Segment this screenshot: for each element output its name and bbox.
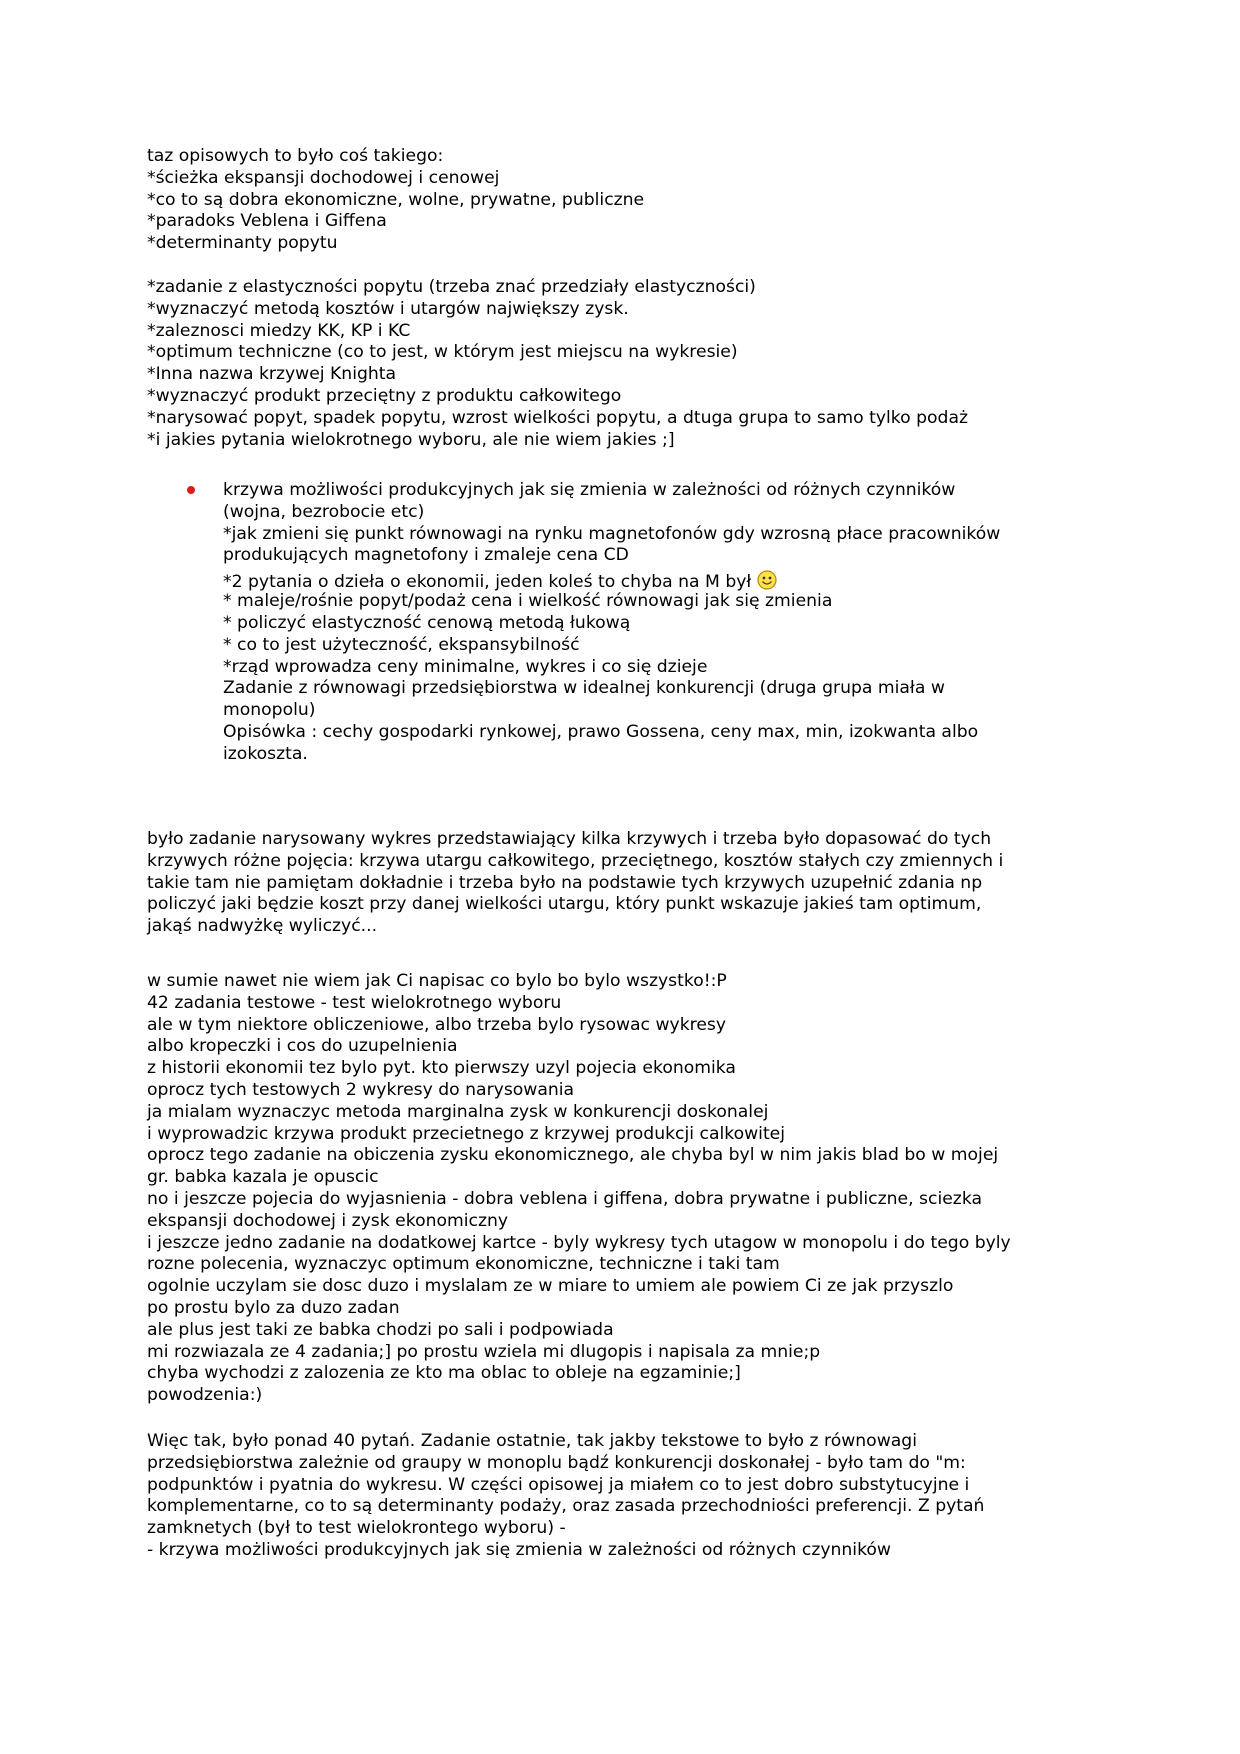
text-line: ogolnie uczylam sie dosc duzo i myslalam ze w miare to umiem ale powiem Ci ze jak przyszlo: [147, 1276, 954, 1297]
bullet-lines-part-a: [223, 480, 1103, 567]
text-line: krzywych różne pojęcia: krzywa utargu całkowitego, przeciętnego, kosztów stałych czy zmiennych i: [147, 850, 1004, 871]
text-line: *jak zmieni się punkt równowagi na rynku magnetofonów gdy wzrosną płace pracowników: [223, 523, 1001, 544]
text-line-with-smiley: [223, 567, 1103, 591]
text-line: *wyznaczyć metodą kosztów i utargów największy zysk.: [147, 298, 629, 319]
text-line: w sumie nawet nie wiem jak Ci napisac co bylo bo bylo wszystko!:P: [147, 971, 727, 991]
text-line: policzyć jaki będzie koszt przy danej wielkości utargu, który punkt wskazuje jakieś tam optimum,: [147, 894, 982, 915]
text-line: takie tam nie pamiętam dokładnie i trzeba było na podstawie tych krzywych uzupełnić zdania np: [147, 872, 983, 893]
section-chart-task: [147, 829, 1107, 938]
text-line: *rząd wprowadza ceny minimalne, wykres i co się dzieje: [223, 656, 708, 677]
text-line: i jeszcze jedno zadanie na dodatkowej kartce - byly wykresy tych utagow w monopolu i do tego byly: [147, 1232, 1011, 1253]
text-line: Opisówka : cechy gospodarki rynkowej, prawo Gossena, ceny max, min, izokwanta albo: [223, 721, 979, 742]
text-line: no i jeszcze pojecia do wyjasnienia - dobra veblena i giffena, dobra prywatne i publiczne, sciezka: [147, 1188, 983, 1209]
text-line: mi rozwiazala ze 4 zadania;] po prostu wziela mi dlugopis i napisala za mnie;p: [147, 1341, 821, 1362]
text-line: *narysować popyt, spadek popytu, wzrost wielkości popytu, a dtuga grupa to samo tylko podaż: [147, 407, 968, 428]
text-line: albo kropeczki i cos do uzupelnienia: [147, 1036, 458, 1057]
text-line: i wyprowadzic krzywa produkt przecietnego z krzywej produkcji calkowitej: [147, 1123, 786, 1144]
text-line: ale plus jest taki ze babka chodzi po sali i podpowiada: [147, 1319, 614, 1340]
text-line: produkujących magnetofony i zmaleje cena CD: [223, 545, 629, 566]
smiley-icon: [757, 570, 777, 590]
text-line: - krzywa możliwości produkcyjnych jak się zmienia w zależności od różnych czynników: [147, 1539, 891, 1560]
text-line: było zadanie narysowany wykres przedstawiający kilka krzywych i trzeba było dopasować do tych: [147, 829, 992, 849]
text-line: chyba wychodzi z zalozenia ze kto ma oblac to obleje na egzaminie;]: [147, 1363, 741, 1384]
bullet-list-item: [223, 480, 1103, 766]
text-line: *i jakies pytania wielokrotnego wyboru, ale nie wiem jakies ;]: [147, 429, 675, 450]
text-line: krzywa możliwości produkcyjnych jak się zmienia w zależności od różnych czynników: [223, 480, 956, 500]
section-exam-descriptive-topics: [147, 146, 1107, 255]
text-line: izokoszta.: [223, 743, 308, 764]
section-exam-summary: [147, 1431, 1107, 1562]
text-line: po prostu bylo za duzo zadan: [147, 1297, 400, 1318]
text-line: *zaleznosci miedzy KK, KP i KC: [147, 320, 411, 341]
text-line: Więc tak, było ponad 40 pytań. Zadanie ostatnie, tak jakby tekstowe to było z równowagi: [147, 1431, 917, 1451]
bullet-lines-part-b: [223, 591, 1103, 765]
text-line: *wyznaczyć produkt przeciętny z produktu całkowitego: [147, 385, 622, 406]
text-line: Zadanie z równowagi przedsiębiorstwa w idealnej konkurencji (druga grupa miała w: [223, 678, 945, 699]
text-line: z historii ekonomii tez bylo pyt. kto pierwszy uzyl pojecia ekonomika: [147, 1058, 736, 1079]
text-line: *Inna nazwa krzywej Knighta: [147, 364, 397, 385]
text-line: * policzyć elastyczność cenową metodą łukową: [223, 612, 631, 633]
bullet-icon: [187, 486, 195, 494]
text-line: rozne polecenia, wyznaczyc optimum ekonomiczne, techniczne i taki tam: [147, 1254, 780, 1275]
text-line: ale w tym niektore obliczeniowe, albo trzeba bylo rysowac wykresy: [147, 1014, 727, 1035]
text-line: * co to jest użyteczność, ekspansybilność: [223, 634, 580, 655]
text-line: *optimum techniczne (co to jest, w którym jest miejscu na wykresie): [147, 342, 738, 363]
text-line: powodzenia:): [147, 1385, 263, 1406]
text-line: oprocz tych testowych 2 wykresy do narysowania: [147, 1079, 575, 1100]
text-line: oprocz tego zadanie na obiczenia zysku ekonomicznego, ale chyba byl w nim jakis blad bo w mojej: [147, 1145, 999, 1166]
text-line: gr. babka kazala je opuscic: [147, 1167, 379, 1188]
section-exam-report: [147, 971, 1107, 1407]
text-line: *zadanie z elastyczności popytu (trzeba znać przedziały elastyczności): [147, 277, 756, 297]
text-line: taz opisowych to było coś takiego:: [147, 146, 444, 166]
text-line: (wojna, bezrobocie etc): [223, 501, 425, 522]
text-line: *co to są dobra ekonomiczne, wolne, prywatne, publiczne: [147, 189, 645, 210]
text-line: ja mialam wyznaczyc metoda marginalna zysk w konkurencji doskonalej: [147, 1101, 769, 1122]
text-line: przedsiębiorstwa zależnie od graupy w monoplu bądź konkurencji doskonałej - było tam do "m:: [147, 1452, 966, 1473]
text-line: ekspansji dochodowej i zysk ekonomiczny: [147, 1210, 509, 1231]
text-line: *ścieżka ekspansji dochodowej i cenowej: [147, 167, 500, 188]
text-line: * maleje/rośnie popyt/podaż cena i wielkość równowagi jak się zmienia: [223, 591, 833, 612]
section-exam-tasks: [147, 277, 1107, 451]
text-line: jakąś nadwyżkę wyliczyć...: [147, 916, 378, 937]
text-line: *determinanty popytu: [147, 233, 338, 254]
text-line: podpunktów i pyatnia do wykresu. W części opisowej ja miałem co to jest dobro substytucyjne i: [147, 1474, 970, 1495]
smiley-line-text: *2 pytania o dzieła o ekonomii, jeden koleś to chyba na M był: [223, 572, 752, 593]
text-line: 42 zadania testowe - test wielokrotnego wyboru: [147, 992, 562, 1013]
text-line: *paradoks Veblena i Giffena: [147, 211, 387, 232]
text-line: komplementarne, co to są determinanty podaży, oraz zasada przechodniości preferencji. Z pytań: [147, 1496, 985, 1517]
text-line: zamknetych (był to test wielokrontego wyboru) -: [147, 1518, 566, 1539]
text-line: monopolu): [223, 700, 316, 721]
